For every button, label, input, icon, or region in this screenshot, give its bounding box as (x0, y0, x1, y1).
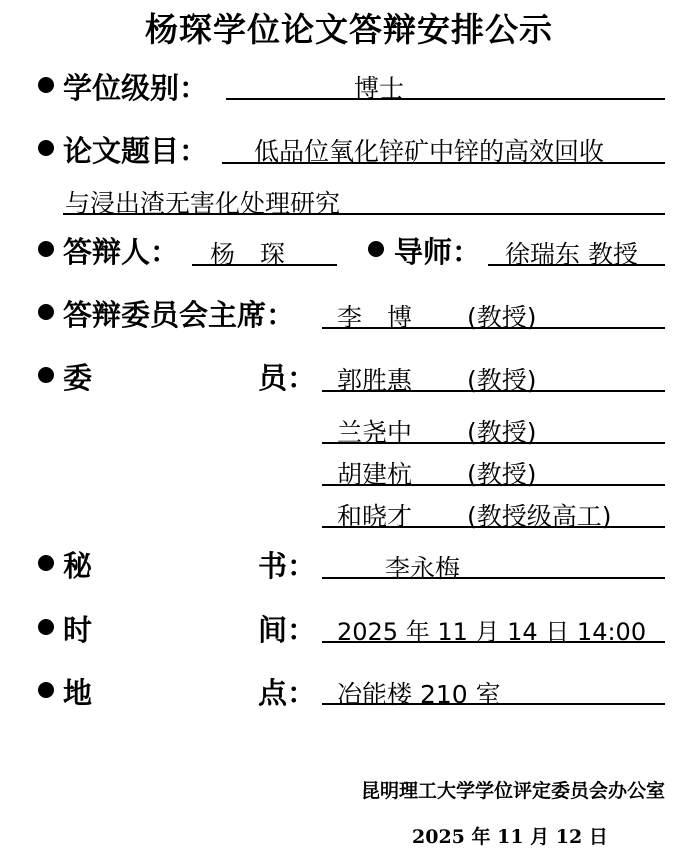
thesis-title-line-1: 低品位氧化锌矿中锌的高效回收 (254, 137, 605, 166)
thesis-title-line-2: 与浸出渣无害化处理研究 (65, 189, 341, 218)
secretary-label-2: 书： (258, 549, 317, 583)
chair-underline (322, 327, 665, 329)
bullet-icon (368, 241, 384, 257)
place-underline (322, 703, 665, 705)
members-label-1: 委 (63, 361, 93, 395)
members-label-2: 员： (258, 361, 317, 395)
member-1-underline (322, 390, 665, 392)
time-underline (322, 641, 665, 643)
bullet-icon (38, 140, 54, 156)
issuing-office: 昆明理工大学学位评定委员会办公室 (360, 780, 665, 802)
issue-date: 2025 年 11 月 12 日 (412, 826, 608, 848)
bullet-icon (38, 555, 54, 571)
thesis-underline-1 (222, 162, 665, 164)
place-value: 冶能楼 210 室 (337, 680, 501, 709)
member-3-name: 胡建杭 (337, 460, 413, 489)
place-label-1: 地 (63, 676, 93, 710)
bullet-icon (38, 367, 54, 383)
member-1-name: 郭胜惠 (337, 366, 413, 395)
degree-label: 学位级别： (63, 71, 209, 105)
time-label-2: 间： (258, 613, 317, 647)
degree-underline (226, 98, 665, 100)
member-2-title: (教授) (467, 418, 537, 447)
thesis-label: 论文题目： (63, 134, 209, 168)
secretary-underline (322, 577, 665, 579)
bullet-icon (38, 304, 54, 320)
member-4-underline (322, 526, 665, 528)
member-4-title: (教授级高工) (467, 502, 612, 531)
bullet-icon (38, 241, 54, 257)
member-1-title: (教授) (467, 366, 537, 395)
defender-label: 答辩人： (63, 235, 180, 269)
member-2-name: 兰尧中 (337, 418, 413, 447)
place-label-2: 点： (258, 676, 317, 710)
advisor-label: 导师： (394, 235, 482, 269)
chair-name: 李 博 (337, 303, 413, 332)
chair-title: (教授) (467, 303, 537, 332)
time-label-1: 时 (63, 613, 93, 647)
secretary-label-1: 秘 (63, 549, 93, 583)
advisor-value: 徐瑞东 教授 (505, 240, 638, 269)
member-4-name: 和晓才 (337, 502, 413, 531)
degree-value: 博士 (354, 74, 405, 103)
defender-value: 杨 琛 (210, 240, 286, 269)
bullet-icon (38, 682, 54, 698)
secretary-value: 李永梅 (385, 554, 461, 583)
member-2-underline (322, 442, 665, 444)
chair-label: 答辩委员会主席： (63, 298, 296, 332)
page-title: 杨琛学位论文答辩安排公示 (145, 10, 553, 49)
advisor-underline (488, 264, 665, 266)
bullet-icon (38, 77, 54, 93)
defender-underline (192, 264, 337, 266)
member-3-underline (322, 484, 665, 486)
thesis-underline-2 (63, 213, 665, 215)
member-3-title: (教授) (467, 460, 537, 489)
time-value: 2025 年 11 月 14 日 14:00 (337, 618, 647, 646)
bullet-icon (38, 619, 54, 635)
